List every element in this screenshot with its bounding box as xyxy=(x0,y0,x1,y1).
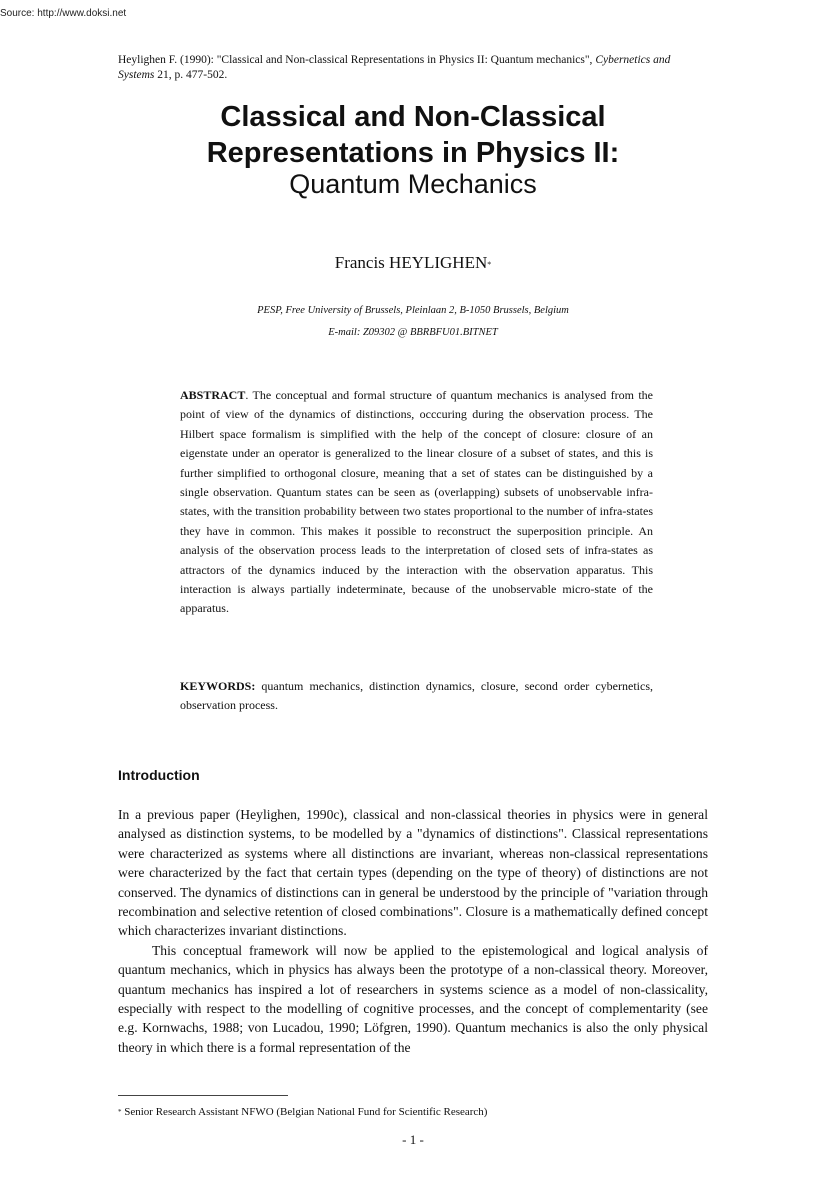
affiliation: PESP, Free University of Brussels, Pleinlaan 2, B-1050 Brussels, Belgium xyxy=(257,305,569,316)
page-number: - 1 - xyxy=(402,1132,424,1147)
author-email: E-mail: Z09302 @ BBRBFU01.BITNET xyxy=(328,327,498,338)
abstract xyxy=(180,386,653,619)
abstract-label: ABSTRACT xyxy=(180,388,246,402)
citation-pages: 21, p. 477-502. xyxy=(154,69,228,81)
citation-journal: Cybernetics and Systems xyxy=(118,54,671,81)
source-url: Source: http://www.doksi.net xyxy=(0,8,127,19)
section-heading-introduction: Introduction xyxy=(118,767,200,783)
paper-title xyxy=(118,99,708,171)
title-line-2: Representations in Physics II: xyxy=(206,137,620,169)
introduction-body xyxy=(118,805,708,1057)
footnote-text: Senior Research Assistant NFWO (Belgian National Fund for Scientific Research) xyxy=(121,1106,488,1118)
footnote-marker: * xyxy=(118,1108,122,1116)
keywords-label: KEYWORDS: xyxy=(180,679,256,693)
citation xyxy=(118,53,708,83)
footnote xyxy=(118,1105,708,1119)
paper-subtitle: Quantum Mechanics xyxy=(289,169,537,199)
paragraph: This conceptual framework will now be applied to the epistemological and logical analysis of quantum mechanics, which in physics has always been the prototype of a non-classical theory. Moreover, quantum mechanics has inspired a lot of researchers in systems science as a model of non-classicality, especially with respect to the modelling of cognitive processes, and the concept of complementarity (see e.g. Kornwachs, 1988; von Lucadou, 1990; Löfgren, 1990). Quantum mechanics is also the only physical theory in which there is a formal representation of the xyxy=(118,942,708,1055)
author xyxy=(118,252,708,274)
citation-text: Heylighen F. (1990): "Classical and Non-classical Representations in Physics II: Quantum mechanics", xyxy=(118,54,596,66)
title-line-1: Classical and Non-Classical xyxy=(220,101,606,133)
author-footnote-marker: * xyxy=(487,260,492,269)
abstract-text: . The conceptual and formal structure of quantum mechanics is analysed from the point of view of the dynamics of distinctions, occcuring during the observation process. The Hilbert space formalism is simplified with the help of the concept of closure: closure of an eigenstate under an operator is generalized to the linear closure of a subset of states, and this is further simplified to orthogonal closure, meaning that a set of states can be distinguished by a single observation. Quantum states can be seen as (overlapping) subsets of unobservable infra-states, with the transition probability between two states proportional to the number of infra-states they have in common. This makes it possible to reconstruct the superposition principle. An analysis of the observation process leads to the interpretation of closed sets of infra-states as attractors of the dynamics induced by the interaction with the observation apparatus. This interaction is always partially indeterminate, because of the unobservable micro-state of the apparatus. xyxy=(180,388,653,616)
keywords-text: quantum mechanics, distinction dynamics, closure, second order cybernetics, observation process. xyxy=(180,679,653,713)
author-name: Francis HEYLIGHEN xyxy=(334,253,488,272)
footnote-rule xyxy=(118,1095,288,1096)
paragraph: In a previous paper (Heylighen, 1990c), classical and non-classical theories in physics were in general analysed as distinction systems, to be modelled by a "dynamics of distinctions". Classical representations were characterized as systems where all distinctions are invariant, whereas non-classical representations were characterized by the fact that certain types (depending on the type of theory) of distinctions are not conserved. The dynamics of distinctions can in general be understood by the principle of "variation through recombination and selective retention of closed combinations". Closure is a mathematically defined concept which characterizes invariant distinctions. xyxy=(118,807,708,939)
keywords xyxy=(180,677,653,716)
